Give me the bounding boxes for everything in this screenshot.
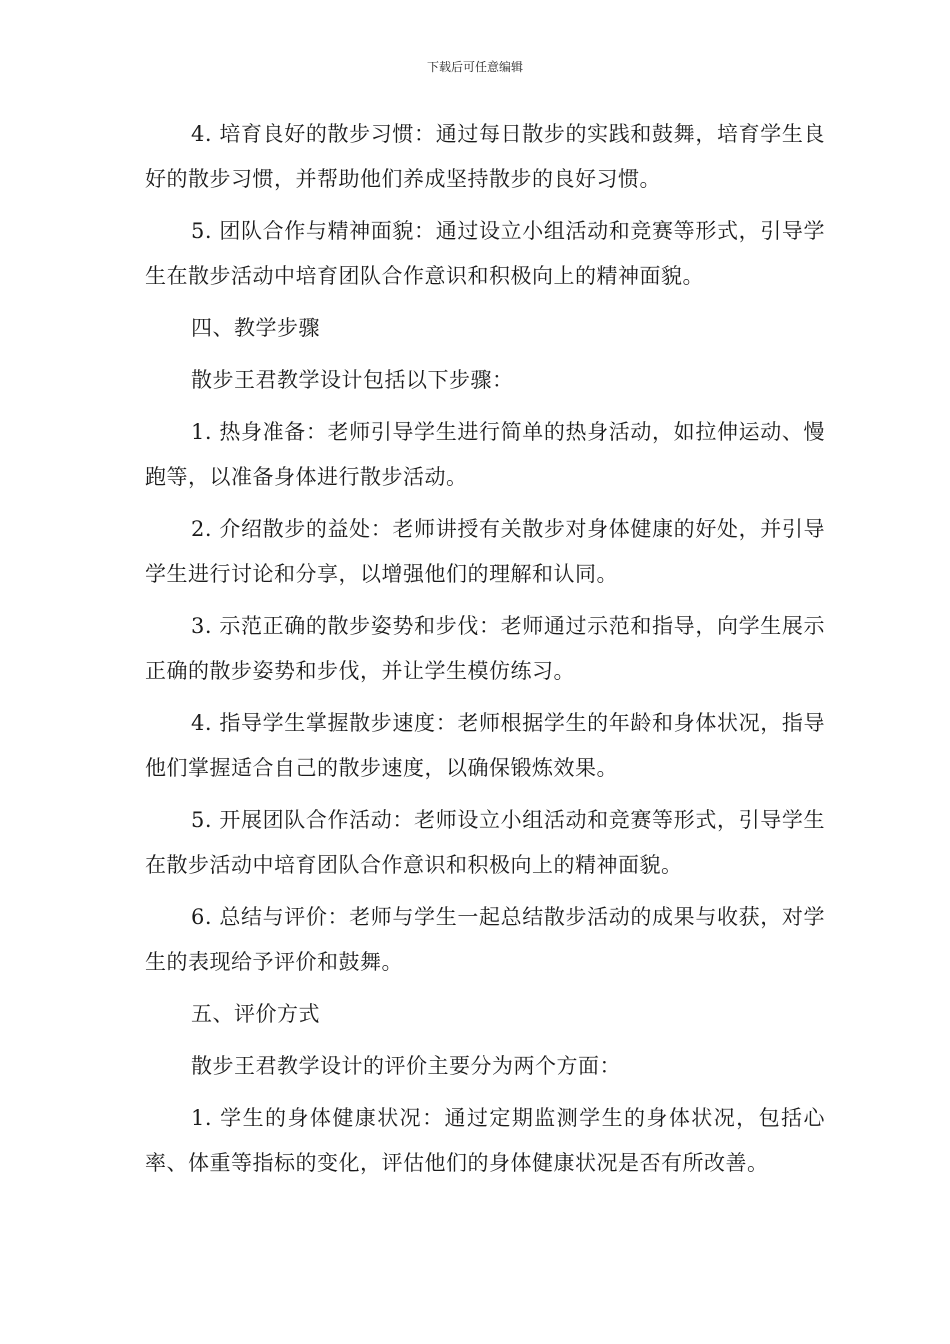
section-heading-teaching-steps: 四、教学步骤 — [191, 316, 320, 340]
page-header: 下载后可任意编辑 — [426, 60, 523, 74]
paragraph-step-4: 4. 指导学生掌握散步速度：老师根据学生的年龄和身体状况，指导他们掌握适合自己的散步速度，以确保锻炼效果。 — [145, 711, 825, 780]
paragraph-evaluation-intro: 散步王君教学设计的评价主要分为两个方面： — [191, 1054, 621, 1078]
paragraph-steps-intro: 散步王君教学设计包括以下步骤： — [191, 368, 514, 392]
paragraph-evaluation-1: 1. 学生的身体健康状况：通过定期监测学生的身体状况，包括心率、体重等指标的变化，评估他们的身体健康状况是否有所改善。 — [145, 1106, 825, 1175]
paragraph-step-5: 5. 开展团队合作活动：老师设立小组活动和竞赛等形式，引导学生在散步活动中培育团队合作意识和积极向上的精神面貌。 — [145, 808, 825, 877]
paragraph-goal-4: 4. 培育良好的散步习惯：通过每日散步的实践和鼓舞，培育学生良好的散步习惯，并帮助他们养成坚持散步的良好习惯。 — [145, 122, 825, 191]
paragraph-step-6: 6. 总结与评价：老师与学生一起总结散步活动的成果与收获，对学生的表现给予评价和鼓舞。 — [145, 905, 825, 974]
paragraph-step-2: 2. 介绍散步的益处：老师讲授有关散步对身体健康的好处，并引导学生进行讨论和分享，以增强他们的理解和认同。 — [145, 517, 825, 586]
paragraph-goal-5: 5. 团队合作与精神面貌：通过设立小组活动和竞赛等形式，引导学生在散步活动中培育团队合作意识和积极向上的精神面貌。 — [145, 219, 825, 288]
document-body — [145, 112, 825, 1193]
paragraph-step-3: 3. 示范正确的散步姿势和步伐：老师通过示范和指导，向学生展示正确的散步姿势和步伐，并让学生模仿练习。 — [145, 614, 825, 683]
section-heading-evaluation: 五、评价方式 — [191, 1002, 320, 1026]
paragraph-step-1: 1. 热身准备：老师引导学生进行简单的热身活动，如拉伸运动、慢跑等，以准备身体进行散步活动。 — [145, 420, 825, 489]
